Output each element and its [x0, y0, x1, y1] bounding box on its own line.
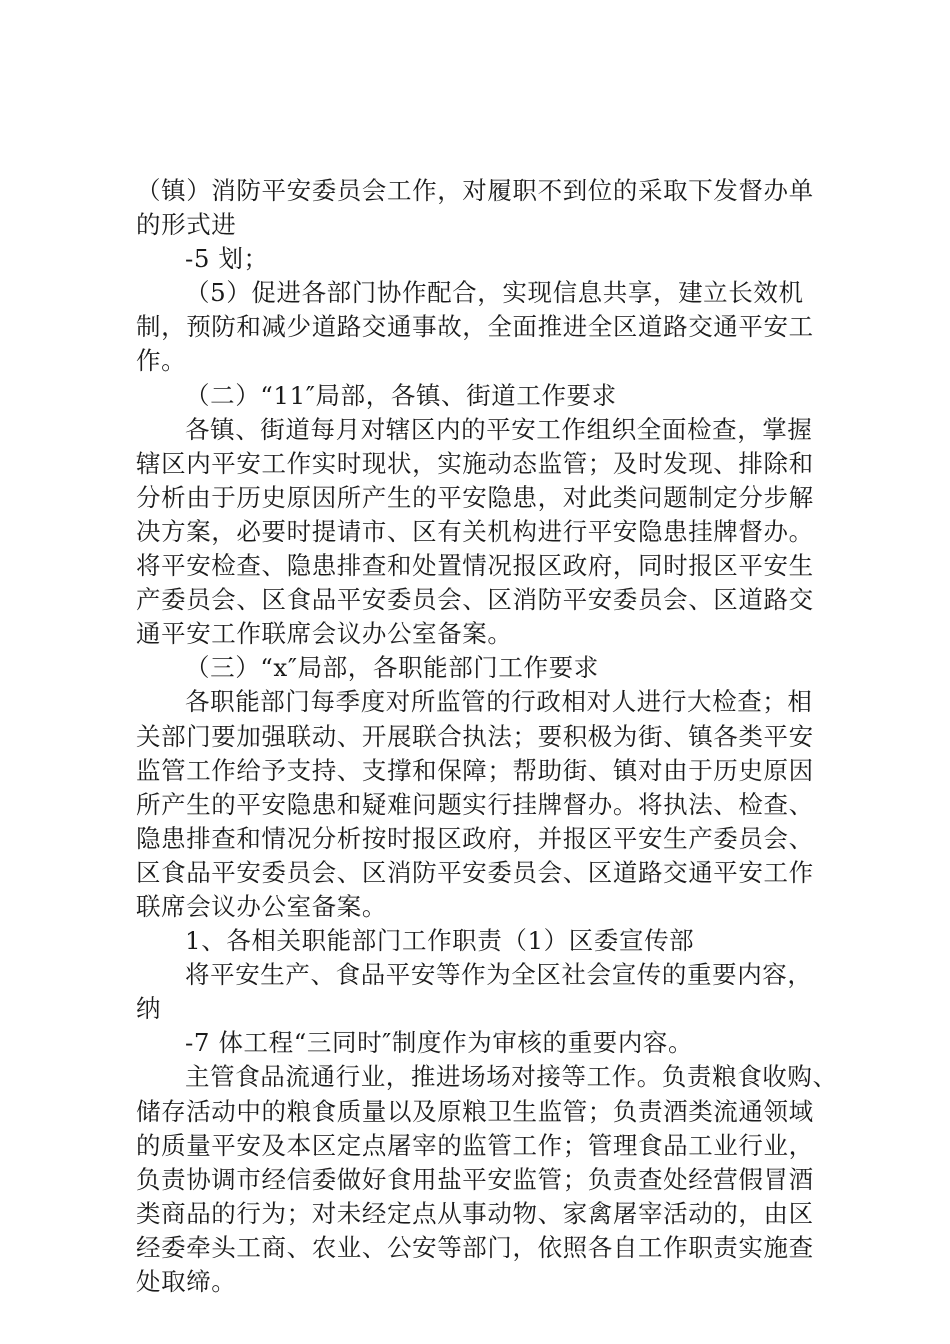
text-line: 类商品的行为；对未经定点从事动物、家禽屠宰活动的，由区 — [136, 1198, 814, 1228]
text-line: 各镇、街道每月对辖区内的平安工作组织全面检查，掌握 — [185, 414, 813, 444]
text-line: 各职能部门每季度对所监管的行政相对人进行大检查；相 — [185, 687, 813, 717]
text-line: 所产生的平安隐患和疑难问题实行挂牌督办。将执法、检查、 — [136, 789, 814, 819]
text-line: 1、各相关职能部门工作职责（1）区委宣传部 — [185, 926, 695, 956]
text-line: 储存活动中的粮食质量以及原粮卫生监管；负责酒类流通领域 — [136, 1096, 814, 1126]
text-line: -5 划； — [185, 244, 269, 274]
text-line: 通平安工作联席会议办公室备案。 — [136, 619, 513, 649]
text-line: 主管食品流通行业，推进场场对接等工作。负责粮食收购、 — [185, 1062, 838, 1092]
text-line: 负责协调市经信委做好食用盐平安监管；负责查处经营假冒酒 — [136, 1164, 814, 1194]
text-line: 区食品平安委员会、区消防平安委员会、区道路交通平安工作 — [136, 857, 814, 887]
text-line: 制，预防和减少道路交通事故，全面推进全区道路交通平安工 — [136, 312, 814, 342]
text-line: 产委员会、区食品平安委员会、区消防平安委员会、区道路交 — [136, 585, 814, 615]
text-line: 隐患排查和情况分析按时报区政府，并报区平安生产委员会、 — [136, 823, 814, 853]
text-line: （三）“x″局部，各职能部门工作要求 — [185, 653, 599, 683]
text-line: 的质量平安及本区定点屠宰的监管工作；管理食品工业行业， — [136, 1130, 814, 1160]
document-body — [136, 174, 838, 1299]
text-line: 分析由于历史原因所产生的平安隐患，对此类问题制定分步解 — [136, 482, 814, 512]
text-line: （二）“11″局部，各镇、街道工作要求 — [185, 380, 617, 410]
text-line: -7 体工程“三同时″制度作为审核的重要内容。 — [185, 1028, 694, 1058]
text-line: 关部门要加强联动、开展联合执法；要积极为街、镇各类平安 — [136, 721, 814, 751]
text-line: （镇）消防平安委员会工作，对履职不到位的采取下发督办单 — [136, 176, 814, 205]
text-line: 将平安生产、食品平安等作为全区社会宣传的重要内容， — [185, 960, 813, 990]
text-line: 的形式进 — [136, 210, 237, 240]
text-line: 纳 — [136, 994, 162, 1024]
text-line: 作。 — [136, 346, 187, 376]
text-line: 经委牵头工商、农业、公安等部门，依照各自工作职责实施查 — [136, 1232, 814, 1262]
text-line: 辖区内平安工作实时现状，实施动态监管；及时发现、排除和 — [136, 448, 814, 478]
text-line: 处取缔。 — [136, 1267, 237, 1296]
text-line: 联席会议办公室备案。 — [136, 891, 387, 921]
text-line: 决方案，必要时提请市、区有关机构进行平安隐患挂牌督办。 — [136, 516, 814, 546]
text-line: （5）促进各部门协作配合，实现信息共享，建立长效机 — [185, 278, 804, 308]
text-line: 将平安检查、隐患排查和处置情况报区政府，同时报区平安生 — [136, 551, 814, 581]
text-line: 监管工作给予支持、支撑和保障；帮助街、镇对由于历史原因 — [136, 755, 814, 785]
